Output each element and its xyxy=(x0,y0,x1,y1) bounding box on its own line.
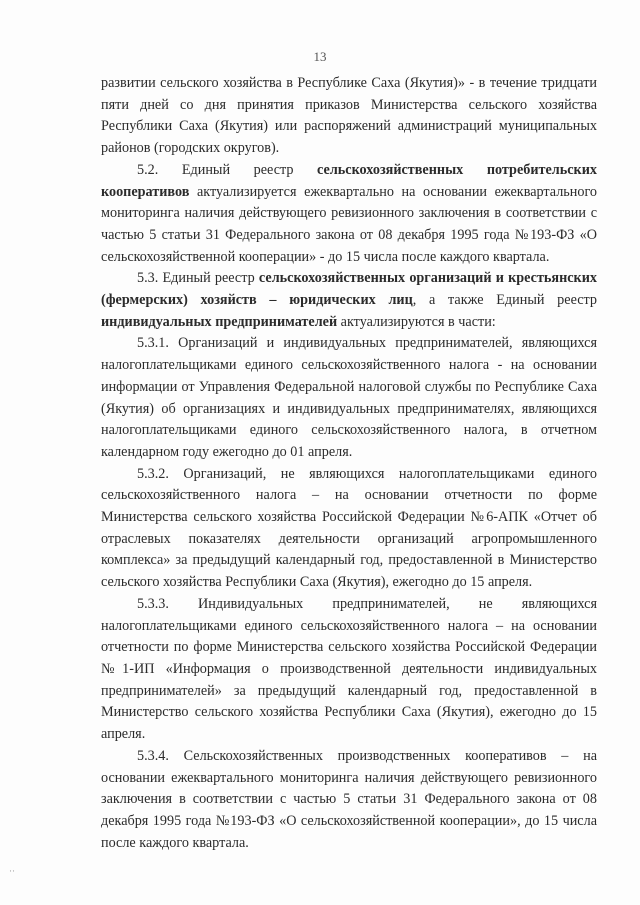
paragraph-5-3-3: 5.3.3. Индивидуальных предпринимателей, не являющихся налогоплательщиками единого сельскохозяйственного налога – на основании отчетности по форме Министерства сельского хозяйства Российской Федерации №1-ИП «Информация о производственной деятельности индивидуальных предпринимателей» за предыдущий календарный год, предоставленной в Министерство сельского хозяйства Республики Саха (Якутия), ежегодно до 15 апреля. xyxy=(101,595,597,743)
paragraph-5-3-1: 5.3.1. Организаций и индивидуальных предпринимателей, являющихся налогоплательщиками единого сельскохозяйственного налога - на основании информации от Управления Федеральной налоговой службы по Республике Саха (Якутия) об организациях и индивидуальных предпринимателях, являющихся налогоплательщиками единого сельскохозяйственного налога, в отчетном календарном году ежегодно до 01 апреля. xyxy=(101,335,597,460)
paragraph-5-3-bold2: индивидуальных предпринимателей xyxy=(101,313,338,330)
page-number: 13 xyxy=(313,49,327,64)
paragraph-5-2-lead: 5.2. Единый реестр xyxy=(137,161,318,178)
scan-corner-mark: ·· xyxy=(9,866,15,876)
paragraph-5-2 xyxy=(101,160,597,269)
paragraph-5-3-lead: 5.3. Единый реестр xyxy=(137,270,259,287)
paragraph-5-3-bold: сельскохозяйственных организаций и крестьянских (фермерских) хозяйств – юридических лиц xyxy=(101,270,597,309)
paragraph-5-3-4: 5.3.4. Сельскохозяйственных производственных кооперативов – на основании ежеквартального мониторинга наличия действующего ревизионного заключения в соответствии с частью 5 статьи 31 Федерального закона от 08 декабря 1995 года №193-ФЗ «О сельскохозяйственной кооперации», до 15 числа после каждого квартала. xyxy=(101,747,597,851)
paragraph-5-3-tail: актуализируются в части: xyxy=(337,313,496,330)
paragraph-5-3-mid: , а также Единый реестр xyxy=(412,292,597,309)
paragraph-5-3-2: 5.3.2. Организаций, не являющихся налогоплательщиками единого сельскохозяйственного налога – на основании отчетности по форме Министерства сельского хозяйства Российской Федерации №6-АПК «Отчет об отраслевых показателях деятельности организаций агропромышленного комплекса» за предыдущий календарный год, предоставленной в Министерство сельского хозяйства Республики Саха (Якутия), ежегодно до 15 апреля. xyxy=(101,465,597,591)
paragraph-5-2-bold: сельскохозяйственных потребительских кооперативов xyxy=(101,161,597,200)
paragraph-5-3 xyxy=(101,268,597,333)
paragraph-5-2-tail: актуализируется ежеквартально на основании ежеквартального мониторинга наличия действующего ревизионного заключения в соответствии с частью 5 статьи 31 Федерального закона от 08 декабря 1995 года №193-ФЗ «О сельскохозяйственной кооперации» - до 15 числа после каждого квартала. xyxy=(101,183,597,265)
document-body xyxy=(101,73,597,854)
paragraph-continuation: развитии сельского хозяйства в Республике Саха (Якутия)» - в течение тридцати пяти дней со дня принятия приказов Министерства сельского хозяйства Республики Саха (Якутия) или распоряжений администраций муниципальных районов (городских округов). xyxy=(101,75,597,157)
